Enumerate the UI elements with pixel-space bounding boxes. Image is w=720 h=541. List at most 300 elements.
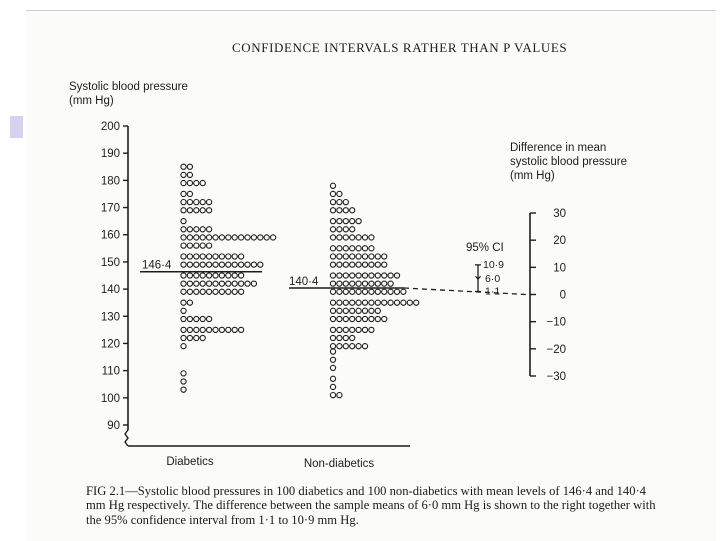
data-point-diabetic (213, 281, 218, 286)
data-point-non-diabetic (343, 200, 348, 205)
data-point-diabetic (187, 235, 192, 240)
x-category-label-non-diabetics: Non-diabetics (303, 458, 375, 470)
data-point-non-diabetic (343, 300, 348, 305)
data-point-non-diabetic (350, 246, 355, 251)
data-point-non-diabetic (382, 316, 387, 321)
data-point-diabetic (226, 262, 231, 267)
y-tick-label-120: 120 (100, 338, 120, 351)
data-point-diabetic (232, 327, 237, 332)
data-point-diabetic (213, 327, 218, 332)
data-point-diabetic (187, 327, 192, 332)
data-point-non-diabetic (388, 289, 393, 294)
data-point-diabetic (200, 289, 205, 294)
data-point-diabetic (187, 316, 192, 321)
data-point-non-diabetic (330, 308, 335, 313)
data-point-non-diabetic (388, 300, 393, 305)
data-point-non-diabetic (330, 357, 335, 362)
data-point-diabetic (207, 235, 212, 240)
data-point-diabetic (213, 262, 218, 267)
data-point-diabetic (181, 335, 186, 340)
data-point-non-diabetic (350, 273, 355, 278)
data-point-diabetic (200, 335, 205, 340)
data-point-non-diabetic (356, 308, 361, 313)
data-point-diabetic (181, 172, 186, 177)
data-point-non-diabetic (330, 335, 335, 340)
data-point-diabetic (207, 281, 212, 286)
data-point-non-diabetic (356, 300, 361, 305)
data-point-diabetic (181, 387, 186, 392)
mean-label-diabetics: 146·4 (142, 259, 172, 272)
data-point-diabetic (239, 235, 244, 240)
data-point-non-diabetic (330, 281, 335, 286)
data-point-non-diabetic (343, 254, 348, 259)
data-point-diabetic (207, 254, 212, 259)
ci-lower-label: 1·1 (485, 285, 501, 298)
data-point-non-diabetic (369, 316, 374, 321)
data-point-diabetic (194, 289, 199, 294)
data-point-non-diabetic (375, 254, 380, 259)
data-point-diabetic (219, 262, 224, 267)
data-point-non-diabetic (350, 344, 355, 349)
data-point-diabetic (181, 235, 186, 240)
data-point-diabetic (181, 191, 186, 196)
data-point-diabetic (187, 281, 192, 286)
data-point-diabetic (194, 327, 199, 332)
data-point-diabetic (207, 289, 212, 294)
data-point-non-diabetic (337, 219, 342, 224)
data-point-diabetic (251, 262, 256, 267)
data-point-non-diabetic (337, 393, 342, 398)
y-tick-label-110: 110 (101, 365, 120, 378)
data-point-diabetic (194, 273, 199, 278)
data-point-non-diabetic (337, 289, 342, 294)
data-point-non-diabetic (362, 316, 367, 321)
data-point-non-diabetic (337, 227, 342, 232)
data-point-non-diabetic (330, 183, 335, 188)
data-point-diabetic (226, 235, 231, 240)
data-point-diabetic (194, 281, 199, 286)
data-point-diabetic (239, 273, 244, 278)
data-point-diabetic (200, 273, 205, 278)
data-point-non-diabetic (356, 219, 361, 224)
data-point-non-diabetic (375, 300, 380, 305)
data-point-diabetic (239, 262, 244, 267)
data-point-non-diabetic (337, 235, 342, 240)
data-point-non-diabetic (356, 281, 361, 286)
data-point-diabetic (181, 273, 186, 278)
data-point-diabetic (181, 308, 186, 313)
data-point-non-diabetic (369, 300, 374, 305)
data-point-non-diabetic (356, 289, 361, 294)
data-point-non-diabetic (350, 227, 355, 232)
data-point-non-diabetic (330, 219, 335, 224)
data-point-non-diabetic (330, 289, 335, 294)
caption-figure-number: FIG 2.1 (86, 484, 126, 498)
data-point-diabetic (194, 243, 199, 248)
data-point-diabetic (239, 289, 244, 294)
data-point-non-diabetic (350, 289, 355, 294)
data-point-non-diabetic (369, 262, 374, 267)
data-point-diabetic (219, 254, 224, 259)
data-point-diabetic (187, 200, 192, 205)
page-title: CONFIDENCE INTERVALS RATHER THAN P VALUES (232, 40, 568, 55)
difference-tick-label-20: 20 (553, 235, 566, 248)
data-point-non-diabetic (350, 281, 355, 286)
data-point-diabetic (207, 316, 212, 321)
data-point-diabetic (232, 262, 237, 267)
y-tick-label-170: 170 (100, 202, 120, 215)
data-point-non-diabetic (330, 376, 335, 381)
difference-tick-label--30: −30 (546, 371, 566, 383)
data-point-diabetic (207, 208, 212, 213)
data-point-diabetic (187, 262, 192, 267)
data-point-diabetic (181, 289, 186, 294)
data-point-diabetic (181, 227, 186, 232)
data-point-non-diabetic (350, 235, 355, 240)
data-point-diabetic (187, 289, 192, 294)
data-point-non-diabetic (343, 327, 348, 332)
data-point-diabetic (251, 281, 256, 286)
data-point-non-diabetic (382, 300, 387, 305)
data-point-non-diabetic (330, 344, 335, 349)
data-point-diabetic (194, 262, 199, 267)
difference-axis-label: Difference in mean systolic blood pressure (mm Hg) (510, 142, 627, 182)
data-point-non-diabetic (394, 300, 399, 305)
data-point-diabetic (200, 316, 205, 321)
data-point-non-diabetic (369, 246, 374, 251)
data-point-non-diabetic (337, 191, 342, 196)
data-point-non-diabetic (337, 327, 342, 332)
data-point-non-diabetic (337, 281, 342, 286)
data-point-non-diabetic (343, 316, 348, 321)
data-point-diabetic (251, 235, 256, 240)
data-point-non-diabetic (343, 273, 348, 278)
data-point-non-diabetic (388, 273, 393, 278)
data-point-non-diabetic (414, 300, 419, 305)
axis-break-mark (125, 430, 128, 446)
data-point-diabetic (187, 180, 192, 185)
data-point-diabetic (239, 254, 244, 259)
data-point-diabetic (187, 335, 192, 340)
y-tick-label-190: 190 (100, 148, 120, 161)
data-point-diabetic (181, 262, 186, 267)
data-point-diabetic (181, 316, 186, 321)
data-point-non-diabetic (369, 281, 374, 286)
data-point-diabetic (245, 281, 250, 286)
data-point-non-diabetic (401, 300, 406, 305)
data-point-diabetic (187, 254, 192, 259)
data-point-diabetic (213, 235, 218, 240)
data-point-diabetic (219, 281, 224, 286)
data-point-non-diabetic (356, 262, 361, 267)
data-point-non-diabetic (375, 273, 380, 278)
ci-estimate-label: 6·0 (485, 273, 501, 286)
data-point-diabetic (187, 208, 192, 213)
data-point-non-diabetic (350, 316, 355, 321)
caption-text: —Systolic blood pressures in 100 diabetics and 100 non-diabetics with mean levels of 146·4 and 140·4 mm Hg respectively. The difference between the sample means of 6·0 mm Hg is shown to the right together with the 95% confidence interval from 1·1 to 10·9 mm Hg. (86, 484, 656, 527)
data-point-diabetic (226, 273, 231, 278)
data-point-non-diabetic (337, 246, 342, 251)
data-point-diabetic (200, 235, 205, 240)
y-axis-label: Systolic blood pressure (mm Hg) (69, 81, 188, 107)
data-point-non-diabetic (375, 316, 380, 321)
data-point-non-diabetic (337, 262, 342, 267)
data-point-non-diabetic (375, 289, 380, 294)
data-point-non-diabetic (330, 365, 335, 370)
data-point-diabetic (187, 164, 192, 169)
data-point-diabetic (213, 273, 218, 278)
data-point-non-diabetic (330, 300, 335, 305)
data-point-diabetic (207, 273, 212, 278)
data-point-non-diabetic (343, 344, 348, 349)
difference-tick-label-0: 0 (559, 289, 566, 302)
data-point-non-diabetic (350, 335, 355, 340)
data-point-diabetic (207, 243, 212, 248)
data-point-non-diabetic (394, 273, 399, 278)
data-point-non-diabetic (330, 227, 335, 232)
data-point-non-diabetic (382, 281, 387, 286)
data-point-non-diabetic (330, 254, 335, 259)
data-point-diabetic (181, 243, 186, 248)
data-point-diabetic (226, 281, 231, 286)
data-point-non-diabetic (362, 246, 367, 251)
data-point-diabetic (200, 262, 205, 267)
difference-tick-label--10: −10 (546, 316, 566, 329)
data-point-non-diabetic (362, 254, 367, 259)
data-point-diabetic (181, 219, 186, 224)
data-point-diabetic (213, 289, 218, 294)
data-point-non-diabetic (350, 208, 355, 213)
data-point-non-diabetic (337, 273, 342, 278)
y-tick-label-100: 100 (100, 392, 120, 405)
data-point-non-diabetic (330, 393, 335, 398)
data-point-diabetic (181, 344, 186, 349)
data-point-non-diabetic (330, 200, 335, 205)
y-tick-label-150: 150 (100, 256, 120, 269)
data-point-non-diabetic (343, 246, 348, 251)
data-point-diabetic (200, 208, 205, 213)
data-point-non-diabetic (343, 235, 348, 240)
data-point-diabetic (264, 235, 269, 240)
y-tick-label-140: 140 (100, 284, 120, 297)
data-point-diabetic (232, 289, 237, 294)
data-point-non-diabetic (330, 316, 335, 321)
data-point-diabetic (181, 200, 186, 205)
data-point-diabetic (181, 379, 186, 384)
data-point-non-diabetic (375, 308, 380, 313)
data-point-diabetic (181, 327, 186, 332)
data-point-non-diabetic (382, 262, 387, 267)
data-point-diabetic (207, 200, 212, 205)
data-point-diabetic (207, 262, 212, 267)
data-point-diabetic (194, 200, 199, 205)
data-point-diabetic (194, 235, 199, 240)
data-point-diabetic (181, 164, 186, 169)
data-point-non-diabetic (382, 254, 387, 259)
data-point-non-diabetic (330, 384, 335, 389)
data-point-diabetic (226, 327, 231, 332)
data-point-diabetic (194, 227, 199, 232)
data-point-non-diabetic (375, 281, 380, 286)
data-point-non-diabetic (401, 289, 406, 294)
data-point-diabetic (245, 235, 250, 240)
mean-label-non-diabetics: 140·4 (289, 276, 319, 289)
data-point-non-diabetic (350, 262, 355, 267)
data-point-diabetic (187, 273, 192, 278)
data-point-non-diabetic (330, 273, 335, 278)
data-point-non-diabetic (343, 262, 348, 267)
data-point-diabetic (181, 300, 186, 305)
data-point-diabetic (187, 243, 192, 248)
data-point-non-diabetic (369, 273, 374, 278)
data-point-non-diabetic (362, 308, 367, 313)
data-point-non-diabetic (394, 289, 399, 294)
data-point-non-diabetic (337, 254, 342, 259)
data-point-diabetic (181, 371, 186, 376)
data-point-non-diabetic (362, 281, 367, 286)
data-point-diabetic (232, 281, 237, 286)
data-point-non-diabetic (337, 308, 342, 313)
difference-tick-label--20: −20 (546, 343, 566, 356)
data-point-non-diabetic (362, 327, 367, 332)
data-point-diabetic (232, 254, 237, 259)
data-point-non-diabetic (343, 227, 348, 232)
data-point-non-diabetic (337, 208, 342, 213)
data-point-non-diabetic (382, 273, 387, 278)
data-point-diabetic (258, 262, 263, 267)
data-point-diabetic (271, 235, 276, 240)
data-point-non-diabetic (375, 262, 380, 267)
data-point-diabetic (232, 273, 237, 278)
data-point-diabetic (200, 200, 205, 205)
data-point-non-diabetic (337, 200, 342, 205)
data-point-non-diabetic (369, 254, 374, 259)
x-category-label-diabetics: Diabetics (166, 456, 214, 468)
data-point-non-diabetic (337, 344, 342, 349)
difference-tick-label-10: 10 (553, 262, 566, 275)
data-point-non-diabetic (330, 191, 335, 196)
data-point-diabetic (194, 335, 199, 340)
data-point-diabetic (219, 273, 224, 278)
data-point-diabetic (200, 327, 205, 332)
data-point-non-diabetic (343, 335, 348, 340)
data-point-diabetic (181, 254, 186, 259)
data-point-non-diabetic (356, 344, 361, 349)
data-point-diabetic (200, 281, 205, 286)
data-point-diabetic (207, 327, 212, 332)
data-point-diabetic (187, 172, 192, 177)
data-point-diabetic (213, 254, 218, 259)
data-point-non-diabetic (330, 246, 335, 251)
data-point-non-diabetic (330, 262, 335, 267)
data-point-non-diabetic (330, 208, 335, 213)
data-point-diabetic (258, 235, 263, 240)
data-point-non-diabetic (369, 289, 374, 294)
data-point-non-diabetic (369, 235, 374, 240)
data-point-diabetic (194, 316, 199, 321)
data-point-diabetic (194, 254, 199, 259)
data-point-diabetic (187, 227, 192, 232)
data-point-diabetic (200, 180, 205, 185)
data-point-non-diabetic (356, 327, 361, 332)
data-point-non-diabetic (350, 308, 355, 313)
data-point-diabetic (187, 300, 192, 305)
data-point-non-diabetic (337, 316, 342, 321)
data-point-diabetic (226, 289, 231, 294)
data-point-non-diabetic (343, 219, 348, 224)
data-point-diabetic (181, 208, 186, 213)
data-point-non-diabetic (350, 254, 355, 259)
y-tick-label-90: 90 (107, 420, 120, 432)
data-point-non-diabetic (356, 246, 361, 251)
data-point-diabetic (239, 327, 244, 332)
data-point-non-diabetic (407, 300, 412, 305)
data-point-non-diabetic (362, 235, 367, 240)
ci-upper-label: 10·9 (483, 258, 505, 271)
data-point-diabetic (219, 235, 224, 240)
data-point-non-diabetic (356, 235, 361, 240)
data-point-non-diabetic (362, 273, 367, 278)
data-point-diabetic (200, 243, 205, 248)
mean-connector-dashed (404, 288, 526, 294)
data-point-non-diabetic (337, 335, 342, 340)
data-point-non-diabetic (388, 281, 393, 286)
data-point-non-diabetic (362, 262, 367, 267)
data-point-non-diabetic (362, 344, 367, 349)
data-point-diabetic (219, 289, 224, 294)
data-point-non-diabetic (369, 308, 374, 313)
difference-tick-label-30: 30 (553, 208, 566, 220)
data-point-non-diabetic (337, 300, 342, 305)
data-point-non-diabetic (362, 289, 367, 294)
data-point-diabetic (181, 281, 186, 286)
data-point-diabetic (181, 180, 186, 185)
data-point-non-diabetic (356, 316, 361, 321)
data-point-diabetic (200, 254, 205, 259)
data-point-non-diabetic (356, 254, 361, 259)
data-point-non-diabetic (369, 327, 374, 332)
data-point-non-diabetic (330, 327, 335, 332)
figure-caption (86, 484, 666, 527)
data-point-diabetic (245, 262, 250, 267)
data-point-diabetic (200, 227, 205, 232)
data-point-diabetic (232, 235, 237, 240)
data-point-non-diabetic (356, 273, 361, 278)
y-tick-label-160: 160 (100, 229, 120, 242)
data-point-non-diabetic (350, 327, 355, 332)
data-point-non-diabetic (343, 208, 348, 213)
y-tick-label-180: 180 (100, 175, 120, 188)
data-point-non-diabetic (343, 289, 348, 294)
data-point-diabetic (194, 180, 199, 185)
ci-title-label: 95% CI (466, 242, 504, 254)
data-point-non-diabetic (362, 300, 367, 305)
data-point-non-diabetic (350, 219, 355, 224)
data-point-diabetic (187, 191, 192, 196)
data-point-diabetic (219, 327, 224, 332)
data-point-diabetic (226, 254, 231, 259)
data-point-non-diabetic (343, 281, 348, 286)
data-point-diabetic (239, 281, 244, 286)
data-point-non-diabetic (330, 349, 335, 354)
data-point-non-diabetic (382, 289, 387, 294)
data-point-diabetic (194, 208, 199, 213)
y-tick-label-130: 130 (100, 311, 120, 324)
data-point-non-diabetic (330, 235, 335, 240)
data-point-diabetic (207, 227, 212, 232)
y-tick-label-200: 200 (100, 121, 120, 133)
data-point-non-diabetic (343, 308, 348, 313)
